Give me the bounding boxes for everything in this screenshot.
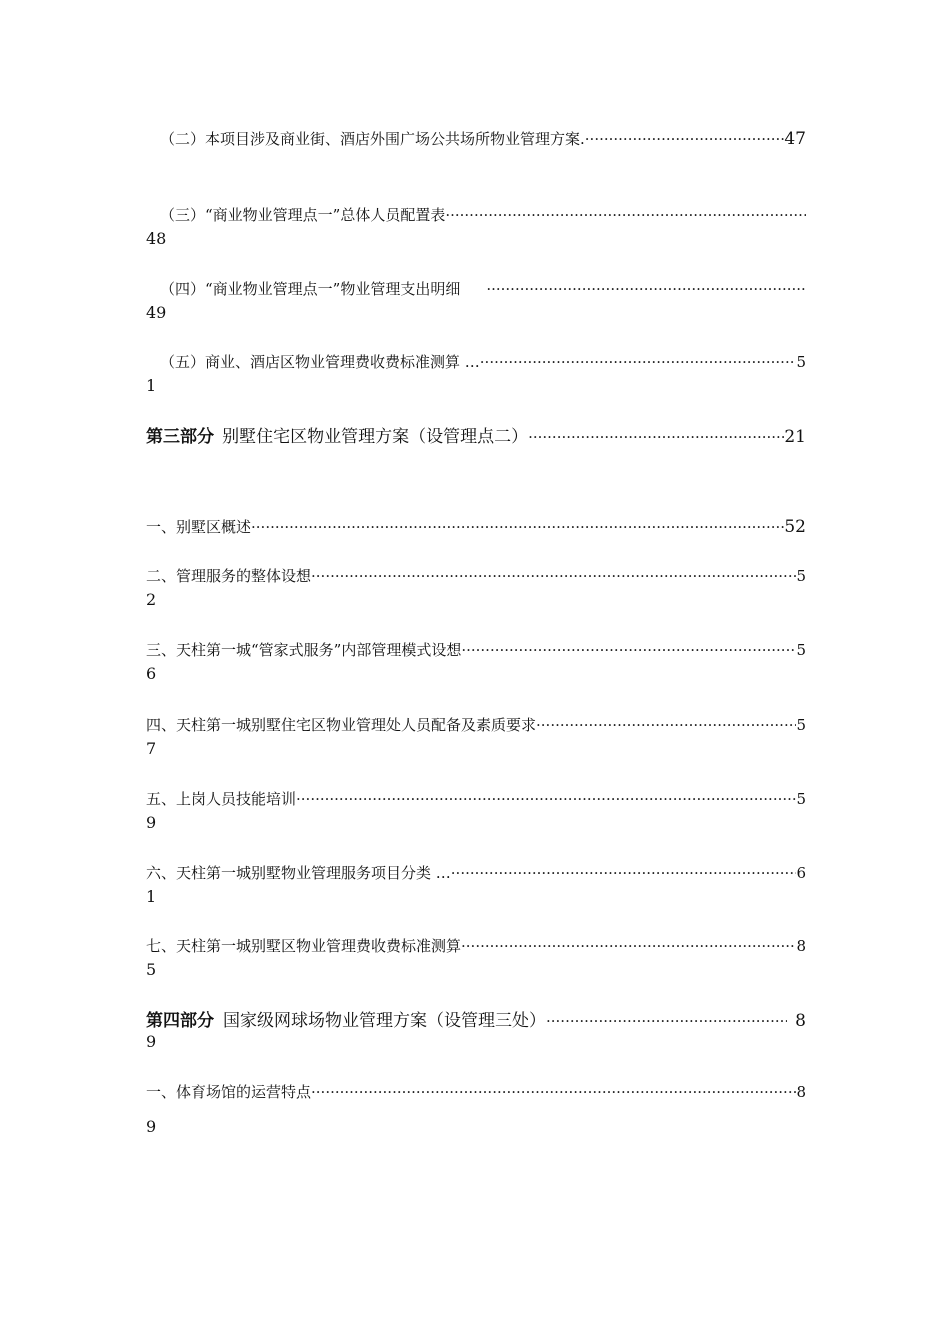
toc-page-number: 5 xyxy=(796,567,806,585)
dot-leader xyxy=(461,937,796,955)
toc-entry[interactable] xyxy=(146,516,806,537)
toc-entry[interactable] xyxy=(146,862,806,883)
toc-entry-text: 六、天柱第一城别墅物业管理服务项目分类 … xyxy=(146,864,451,882)
dot-leader xyxy=(311,567,796,585)
toc-entry-text: 一、别墅区概述 xyxy=(146,518,252,536)
toc-entry-text: 七、天柱第一城别墅区物业管理费收费标准测算 xyxy=(146,937,462,955)
dot-leader xyxy=(451,864,797,882)
toc-entry-text: 国家级网球场物业管理方案（设管理三处） xyxy=(223,1011,546,1031)
toc-entry[interactable] xyxy=(146,788,806,809)
dot-leader xyxy=(536,716,796,734)
dot-leader xyxy=(480,353,797,371)
toc-entry-text: 一、体育场馆的运营特点 xyxy=(146,1083,312,1101)
toc-entry-text: 三、天柱第一城“管家式服务”内部管理模式设想 xyxy=(146,641,462,659)
part-label: 第三部分 xyxy=(146,427,214,447)
toc-entry-text: 四、天柱第一城别墅住宅区物业管理处人员配备及素质要求 xyxy=(146,716,537,734)
toc-page-number: 8 xyxy=(796,1083,806,1101)
toc-entry[interactable] xyxy=(146,565,806,586)
dot-leader xyxy=(461,641,796,659)
toc-page-number: 8 xyxy=(795,1011,806,1031)
dot-leader xyxy=(445,206,806,224)
toc-part-heading[interactable] xyxy=(146,422,806,447)
toc-page-number-wrapped: 1 xyxy=(146,376,157,395)
toc-entry[interactable] xyxy=(146,1081,806,1102)
toc-page-number-wrapped: 48 xyxy=(146,229,167,248)
toc-entry-text: 二、管理服务的整体设想 xyxy=(146,567,312,585)
toc-entry[interactable] xyxy=(146,935,806,956)
toc-page-number: 6 xyxy=(796,864,806,882)
toc-page-number: 5 xyxy=(796,641,806,659)
toc-entry-text: （四）“商业物业管理点一”物业管理支出明细 xyxy=(160,280,461,298)
toc-page-number: 5 xyxy=(796,790,806,808)
toc-entry[interactable] xyxy=(146,639,806,660)
dot-leader xyxy=(585,130,785,148)
toc-page-number: 8 xyxy=(796,937,806,955)
toc-page-number: 5 xyxy=(796,353,806,371)
toc-page-number: 5 xyxy=(796,716,806,734)
toc-entry-text: 五、上岗人员技能培训 xyxy=(146,790,297,808)
dot-leader xyxy=(546,1012,787,1030)
toc-entry[interactable] xyxy=(146,714,806,735)
toc-page-number-wrapped: 9 xyxy=(146,813,157,832)
dot-leader xyxy=(311,1083,796,1101)
part-label: 第四部分 xyxy=(146,1011,214,1031)
toc-entry[interactable] xyxy=(146,278,806,299)
toc-entry-text: 别墅住宅区物业管理方案（设管理点二） xyxy=(222,427,529,447)
toc-page-number-wrapped: 49 xyxy=(146,303,167,322)
dot-leader xyxy=(251,518,784,536)
toc-page-number-wrapped: 9 xyxy=(146,1117,157,1136)
toc-entry-text: （五）商业、酒店区物业管理费收费标准测算 … xyxy=(160,353,480,371)
toc-entry[interactable] xyxy=(146,351,806,372)
toc-entry-text: （二）本项目涉及商业街、酒店外围广场公共场所物业管理方案. xyxy=(160,130,585,148)
toc-page-number: 47 xyxy=(784,129,806,149)
toc-page-number-wrapped: 5 xyxy=(146,960,157,979)
toc-page-number-wrapped: 2 xyxy=(146,590,157,609)
toc-entry-text: （三）“商业物业管理点一”总体人员配置表 xyxy=(160,206,446,224)
toc-page-number: 52 xyxy=(784,517,806,537)
dot-leader xyxy=(296,790,796,808)
toc-page-number-wrapped: 9 xyxy=(146,1032,157,1051)
dot-leader xyxy=(528,428,784,446)
toc-entry[interactable] xyxy=(146,204,806,225)
toc-page-number-wrapped: 6 xyxy=(146,664,157,683)
toc-page-number-wrapped: 7 xyxy=(146,739,157,758)
dot-leader xyxy=(486,280,806,298)
toc-page-number-wrapped: 1 xyxy=(146,887,157,906)
toc-page-number: 21 xyxy=(784,427,806,447)
toc-entry[interactable] xyxy=(146,128,806,149)
toc-part-heading[interactable] xyxy=(146,1006,806,1031)
